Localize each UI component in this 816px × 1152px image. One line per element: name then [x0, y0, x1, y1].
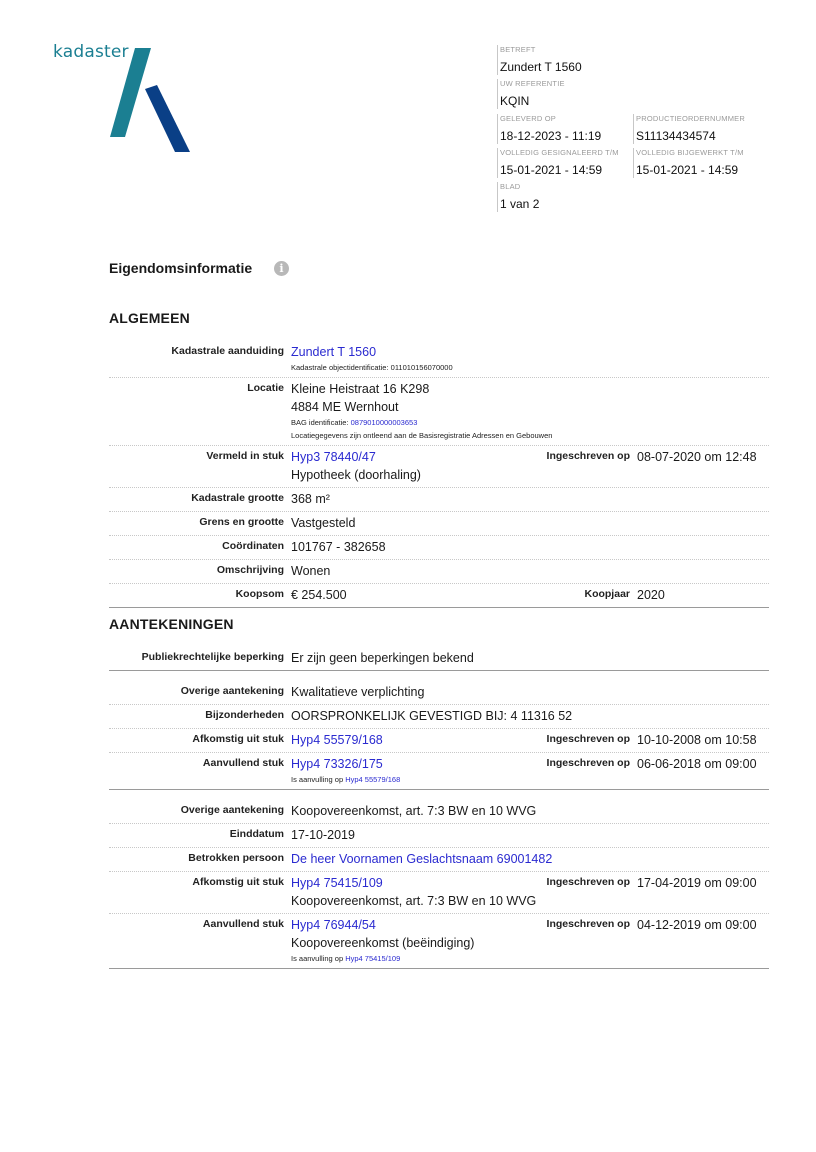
row-afkomstig-uit-stuk: [109, 729, 769, 753]
meta-label: VOLLEDIG BIJGEWERKT T/M: [636, 148, 744, 157]
meta-value: 1 van 2: [500, 197, 540, 211]
meta-value: S11134434574: [636, 129, 716, 143]
section-algemeen-heading: ALGEMEEN: [109, 310, 190, 326]
row-overige-aantekening: [109, 681, 769, 705]
meta-geleverd: [497, 114, 601, 144]
meta-label: UW REFERENTIE: [500, 79, 565, 88]
field-label: Overige aantekening: [180, 685, 284, 697]
vermeld-desc: Hypotheek (doorhaling): [291, 468, 421, 482]
coord-value: 101767 - 382658: [291, 540, 386, 554]
overige-value: Kwalitatieve verplichting: [291, 685, 425, 699]
meta-label: BETREFT: [500, 45, 536, 54]
row-grens-en-grootte: [109, 512, 769, 536]
aanvulling-op-link[interactable]: Hyp4 75415/109: [345, 954, 401, 963]
bag-label: BAG identificatie:: [291, 418, 351, 427]
row-locatie: [109, 378, 769, 446]
field-label: Ingeschreven op: [546, 757, 630, 769]
afkomstig-stuk-link[interactable]: Hyp4 55579/168: [291, 733, 383, 747]
meta-blad: [497, 182, 539, 212]
field-label: Afkomstig uit stuk: [192, 876, 284, 888]
field-label: Vermeld in stuk: [206, 450, 284, 462]
field-label: Coördinaten: [222, 540, 284, 552]
field-label: Ingeschreven op: [546, 450, 630, 462]
meta-productie: [633, 114, 745, 144]
ingeschreven-value: 08-07-2020 om 12:48: [637, 450, 757, 464]
row-betrokken-persoon: [109, 848, 769, 872]
field-label: Grens en grootte: [199, 516, 284, 528]
grens-value: Vastgesteld: [291, 516, 356, 530]
field-label: Ingeschreven op: [546, 876, 630, 888]
bijzonderheden-value: OORSPRONKELIJK GEVESTIGD BIJ: 4 11316 52: [291, 709, 573, 723]
row-einddatum: [109, 824, 769, 848]
aanvulling-op: [291, 952, 769, 965]
aanvulling-op-link[interactable]: Hyp4 55579/168: [345, 775, 401, 784]
row-kadastrale-aanduiding: [109, 341, 769, 378]
info-icon[interactable]: i: [274, 261, 289, 276]
meta-value: KQIN: [500, 94, 530, 108]
field-label: Ingeschreven op: [546, 733, 630, 745]
row-omschrijving: [109, 560, 769, 584]
meta-value: 15-01-2021 - 14:59: [636, 163, 739, 177]
field-label: Afkomstig uit stuk: [192, 733, 284, 745]
aanvulling-label: Is aanvulling op: [291, 954, 346, 963]
meta-label: BLAD: [500, 182, 521, 191]
objectid-text: Kadastrale objectidentificatie: 011010156070000: [291, 363, 453, 372]
row-bijzonderheden: [109, 705, 769, 729]
field-label: Bijzonderheden: [205, 709, 284, 721]
meta-value: 18-12-2023 - 11:19: [500, 129, 602, 143]
meta-gesignaleerd: [497, 148, 619, 178]
field-label: Koopsom: [235, 588, 284, 600]
aanvullend-desc: Koopovereenkomst (beëindiging): [291, 936, 475, 950]
afkomstig-desc: Koopovereenkomst, art. 7:3 BW en 10 WVG: [291, 894, 537, 908]
ingeschreven-value: 10-10-2008 om 10:58: [637, 733, 757, 747]
row-aanvullend-stuk: [109, 914, 769, 969]
meta-value: Zundert T 1560: [500, 60, 582, 74]
koopjaar-value: 2020: [637, 588, 665, 602]
meta-betreft: [497, 45, 582, 75]
field-label: Omschrijving: [216, 564, 284, 576]
bag-id-link[interactable]: 0879010000003653: [350, 418, 418, 427]
row-koopsom: [109, 584, 769, 608]
field-label: Koopjaar: [584, 588, 630, 600]
row-vermeld-in-stuk: [109, 446, 769, 488]
publiek-value: Er zijn geen beperkingen bekend: [291, 651, 474, 665]
logo-text: kadaster: [53, 42, 129, 62]
field-label: Publiekrechtelijke beperking: [141, 651, 284, 663]
ingeschreven-value: 17-04-2019 om 09:00: [637, 876, 757, 890]
ingeschreven-value: 06-06-2018 om 09:00: [637, 757, 757, 771]
meta-label: VOLLEDIG GESIGNALEERD T/M: [500, 148, 619, 157]
bag-identificatie: [291, 416, 769, 429]
omschrijving-value: Wonen: [291, 564, 331, 578]
kadaster-k-logo: [105, 45, 195, 155]
kadastrale-aanduiding-link[interactable]: Zundert T 1560: [291, 345, 377, 359]
locatie-street: Kleine Heistraat 16 K298: [291, 382, 430, 396]
field-label: Locatie: [247, 382, 284, 394]
aanvullend-stuk-link[interactable]: Hyp4 73326/175: [291, 757, 383, 771]
aanvulling-op: [291, 773, 769, 786]
page-title: Eigendomsinformatie: [109, 260, 253, 276]
row-publiekrechtelijke-beperking: [109, 647, 769, 671]
row-kadastrale-grootte: [109, 488, 769, 512]
section-aantekeningen-heading: AANTEKENINGEN: [109, 616, 234, 632]
field-label: Aanvullend stuk: [202, 918, 284, 930]
meta-label: PRODUCTIEORDERNUMMER: [636, 114, 745, 123]
row-overige-aantekening: [109, 800, 769, 824]
row-coordinaten: [109, 536, 769, 560]
afkomstig-stuk-link[interactable]: Hyp4 75415/109: [291, 876, 383, 890]
meta-referentie: [497, 79, 565, 109]
field-label: Ingeschreven op: [546, 918, 630, 930]
field-label: Einddatum: [229, 828, 284, 840]
field-label: Overige aantekening: [180, 804, 284, 816]
aanvulling-label: Is aanvulling op: [291, 775, 346, 784]
field-label: Kadastrale aanduiding: [171, 345, 284, 357]
koopsom-value: € 254.500: [291, 588, 347, 602]
einddatum-value: 17-10-2019: [291, 828, 355, 842]
locatie-city: 4884 ME Wernhout: [291, 400, 399, 414]
overige-value: Koopovereenkomst, art. 7:3 BW en 10 WVG: [291, 804, 537, 818]
ingeschreven-value: 04-12-2019 om 09:00: [637, 918, 757, 932]
meta-label: GELEVERD OP: [500, 114, 556, 123]
aantekeningen-table: [109, 647, 769, 969]
field-label: Kadastrale grootte: [191, 492, 284, 504]
meta-bijgewerkt: [633, 148, 744, 178]
bag-note: Locatiegegevens zijn ontleend aan de Basisregistratie Adressen en Gebouwen: [291, 431, 553, 440]
row-aanvullend-stuk: [109, 753, 769, 790]
algemeen-table: [109, 341, 769, 608]
aanvullend-stuk-link[interactable]: Hyp4 76944/54: [291, 918, 376, 932]
grootte-value: 368 m²: [291, 492, 330, 506]
field-label: Aanvullend stuk: [202, 757, 284, 769]
vermeld-stuk-link[interactable]: Hyp3 78440/47: [291, 450, 376, 464]
row-afkomstig-uit-stuk: [109, 872, 769, 914]
field-label: Betrokken persoon: [188, 852, 284, 864]
betrokken-persoon-link[interactable]: De heer Voornamen Geslachtsnaam 69001482: [291, 852, 553, 866]
meta-value: 15-01-2021 - 14:59: [500, 163, 603, 177]
